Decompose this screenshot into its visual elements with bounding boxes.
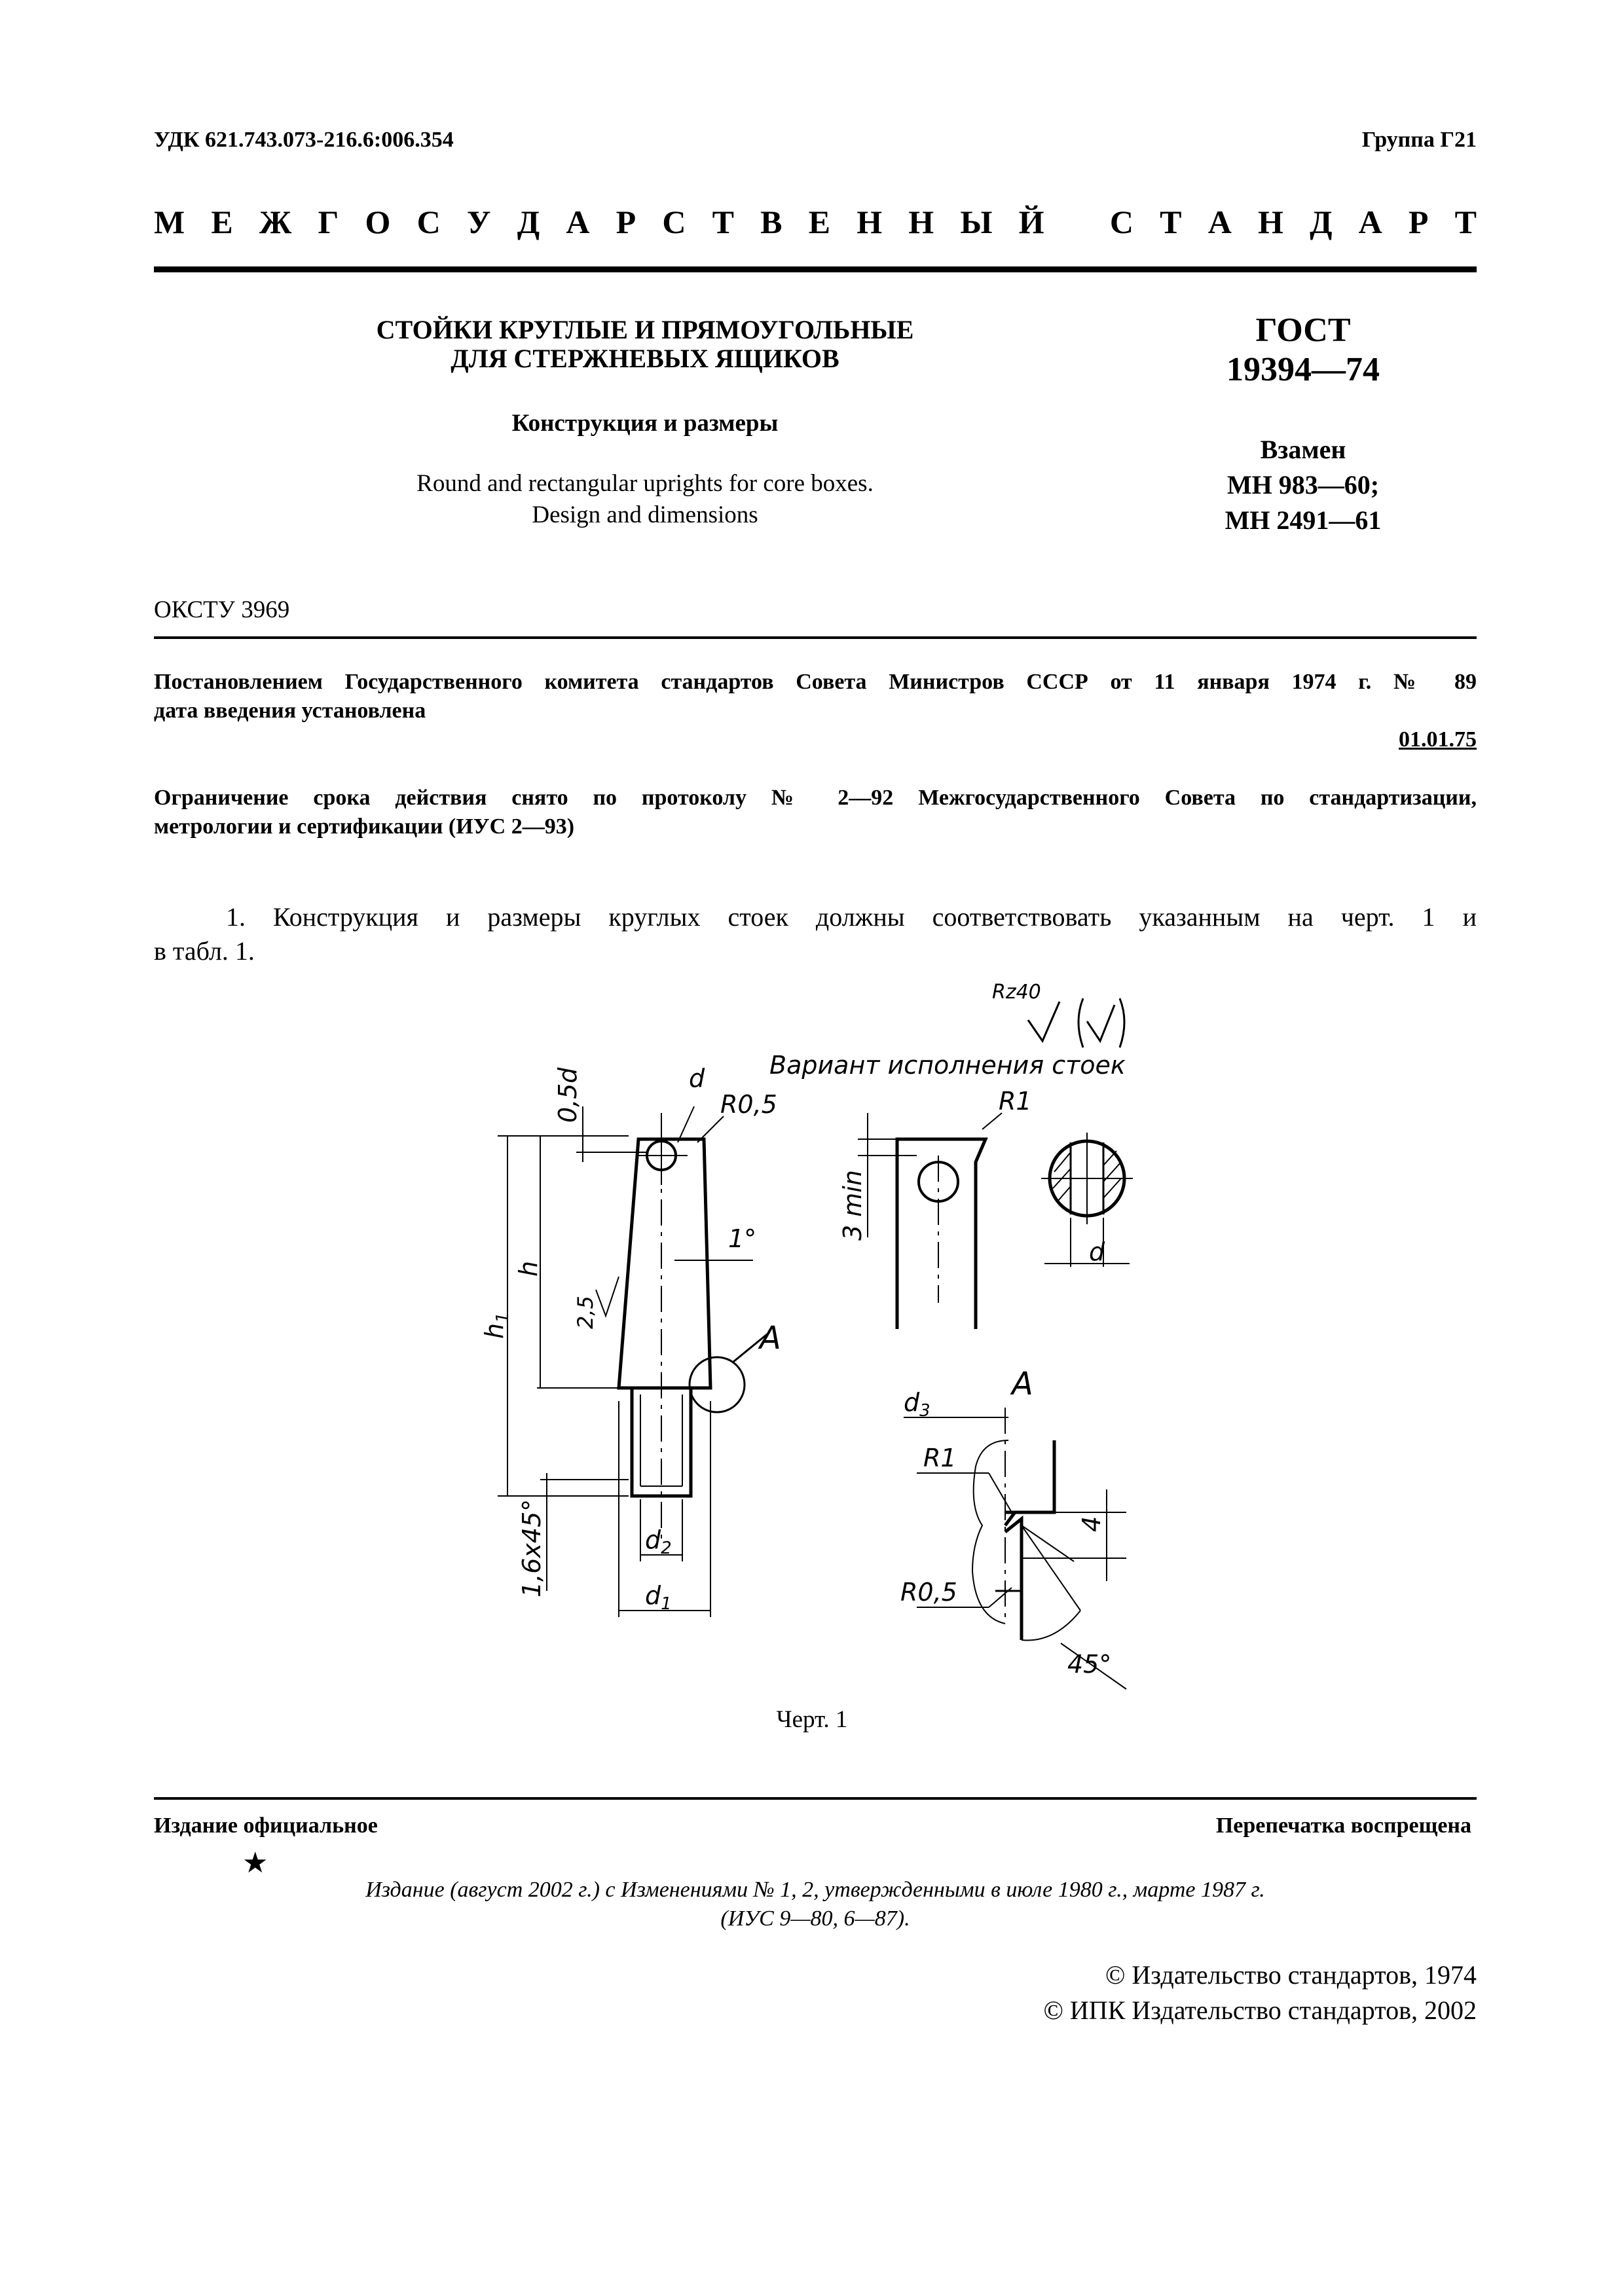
detail-a-callout: A <box>760 1320 781 1357</box>
dim-r1-detail: R1 <box>923 1444 957 1472</box>
dim-d1: $d_1$ <box>645 1581 672 1614</box>
clause-1-line-1: 1. Конструкция и размеры круглых стоек должны соответствовать указанным на черт. 1 и <box>226 902 1477 932</box>
edition-note <box>154 1876 1477 1933</box>
banner-letter: А <box>566 204 590 240</box>
okstu-code: ОКСТУ 3969 <box>154 596 290 623</box>
resolution-line-2: дата введения установлена <box>154 699 426 723</box>
banner-letter: Н <box>908 204 934 240</box>
roughness-label: Rz40 <box>992 981 1041 1004</box>
banner-letter: Н <box>1257 204 1283 240</box>
detail-a-title: A <box>1012 1366 1033 1402</box>
copyright-1: © Издательство стандартов, 1974 <box>1105 1960 1477 1990</box>
resolution-line-1: Постановлением Государственного комитета стандартов Совета Министров СССР от 11 января 1974 г. № 89 <box>154 670 1477 694</box>
banner-letter: Т <box>1160 204 1182 240</box>
star-mark: ★ <box>242 1847 268 1879</box>
dim-r1-variant: R1 <box>999 1087 1032 1116</box>
subtitle: Конструкция и размеры <box>511 410 779 437</box>
variant-caption: Вариант исполнения стоек <box>769 1051 1126 1080</box>
dim-3-min: 3 min <box>838 1170 867 1241</box>
gost-number: 19394—74 <box>1226 351 1380 388</box>
banner-letter: Т <box>712 204 734 240</box>
udk-code: УДК 621.743.073-216.6:006.354 <box>154 128 454 152</box>
banner-letter: Ы <box>960 204 993 240</box>
introduction-date: 01.01.75 <box>1399 727 1477 752</box>
banner-letter: Е <box>808 204 831 240</box>
dim-45-deg: 45° <box>1067 1650 1112 1679</box>
replaces-label: Взамен <box>1260 435 1346 464</box>
copyright-2: © ИПК Издательство стандартов, 2002 <box>1043 1995 1477 2025</box>
dim-d-section: d <box>1089 1237 1105 1266</box>
banner-letter: Д <box>1310 204 1333 240</box>
banner-letter: Р <box>616 204 636 240</box>
rough-2-5: 2,5 <box>573 1296 598 1329</box>
dim-r05-detail: R0,5 <box>900 1578 957 1607</box>
official-edition: Издание официальное <box>154 1813 378 1838</box>
figure-caption: Черт. 1 <box>776 1706 848 1733</box>
banner-letter: Д <box>517 204 540 240</box>
restriction-line-1: Ограничение срока действия снято по протоколу № 2—92 Межгосударственного Совета по стандартизации, <box>154 786 1477 810</box>
dim-d-top: d <box>689 1064 705 1093</box>
footer-rule <box>154 1797 1477 1800</box>
copyright-block <box>1044 1958 1477 2028</box>
banner-letter: Н <box>857 204 883 240</box>
dim-4: 4 <box>1077 1516 1106 1532</box>
dim-half-d: 0,5d <box>553 1067 582 1123</box>
dim-angle-1: 1° <box>728 1224 757 1253</box>
banner-letter: Т <box>1454 204 1477 240</box>
english-title-line-2: Design and dimensions <box>532 501 758 528</box>
restriction-line-2: метрологии и сертификации (ИУС 2—93) <box>154 814 575 839</box>
english-title-line-1: Round and rectangular uprights for core boxes. <box>416 470 874 497</box>
banner-letter: А <box>1358 204 1382 240</box>
banner-letter: С <box>416 204 441 240</box>
dim-d3: $d_3$ <box>904 1388 931 1421</box>
banner-letter: Р <box>1408 204 1429 240</box>
banner-letter: У <box>466 204 491 240</box>
banner-letter: С <box>662 204 686 240</box>
title-line-2: ДЛЯ СТЕРЖНЕВЫХ ЯЩИКОВ <box>451 344 839 373</box>
gost-label: ГОСТ <box>1255 312 1351 349</box>
dim-h1: $h_1$ <box>480 1312 513 1339</box>
banner-letter: Е <box>211 204 233 240</box>
banner-letter: О <box>365 204 391 240</box>
dim-h: h <box>514 1260 543 1277</box>
reprint-prohibited: Перепечатка воспрещена <box>1215 1813 1471 1838</box>
dim-d2: $d_2$ <box>645 1525 672 1558</box>
replaces-2: МН 2491—61 <box>1225 505 1382 535</box>
replaces-1: МН 983—60; <box>1226 470 1380 500</box>
banner-letter: Г <box>318 204 339 240</box>
dim-r05-top: R0,5 <box>720 1090 777 1119</box>
banner-letter: Й <box>1018 204 1044 240</box>
edition-line-2: (ИУС 9—80, 6—87). <box>720 1906 910 1931</box>
banner-letter: А <box>1207 204 1232 240</box>
edition-line-1: Издание (август 2002 г.) с Изменениями № 1, 2, утвержденными в июле 1980 г., марте 1987 г. <box>365 1878 1265 1902</box>
title-line-1: СТОЙКИ КРУГЛЫЕ И ПРЯМОУГОЛЬНЫЕ <box>376 315 914 344</box>
banner-letter: М <box>154 204 185 240</box>
banner-letter: С <box>1109 204 1134 240</box>
group-code: Группа Г21 <box>1361 128 1477 152</box>
banner-letter: Ж <box>259 204 292 240</box>
banner-letter: В <box>760 204 783 240</box>
dim-chamfer: 1,6х45° <box>517 1499 546 1597</box>
clause-1-line-2: в табл. 1. <box>154 936 255 966</box>
